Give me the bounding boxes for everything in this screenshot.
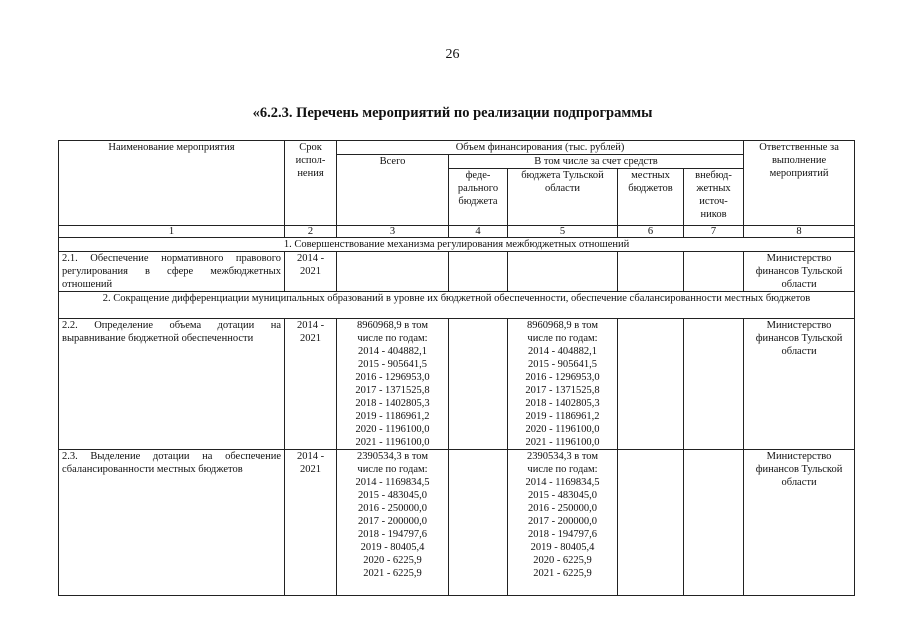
federal-cell [449,450,508,596]
federal-cell [449,319,508,450]
section-row [59,292,855,319]
column-number: 6 [618,226,684,238]
local-cell [618,252,684,292]
total-cell: 2390534,3 в том числе по годам: 2014 - 1169834,5 2015 - 483045,0 2016 - 250000,0 2017 - 200000,0 2018 - 194797,6 2019 - 80405,4 2020 - 6225,9 2021 - 6225,9 [337,450,449,596]
section-title: 1. Совершенствование механизма регулирования межбюджетных отношений [59,238,855,252]
table-row [59,252,855,292]
column-numbers-row [59,226,855,238]
total-cell: 8960968,9 в том числе по годам: 2014 - 404882,1 2015 - 905641,5 2016 - 1296953,0 2017 - 1371525,8 2018 - 1402805,3 2019 - 1186961,2 2020 - 1196100,0 2021 - 1196100,0 [337,319,449,450]
table-row [59,319,855,450]
column-number: 7 [684,226,744,238]
measure-name: 2.1. Обеспечение нормативного правового регулирования в сфере межбюджетных отношений [59,252,285,292]
header-row [59,141,855,155]
header-term: Срок испол- нения [285,141,337,226]
offbudget-cell [684,450,744,596]
local-cell [618,319,684,450]
table-row [59,450,855,596]
offbudget-cell [684,319,744,450]
measure-name: 2.2. Определение объема дотации на выравнивание бюджетной обеспеченности [59,319,285,450]
header-financing: Объем финансирования (тыс. рублей) [337,141,744,155]
measures-table [58,140,855,596]
column-number: 1 [59,226,285,238]
header-offbudget: внебюд- жетных источ- ников [684,169,744,226]
column-number: 5 [508,226,618,238]
regional-cell: 8960968,9 в том числе по годам: 2014 - 404882,1 2015 - 905641,5 2016 - 1296953,0 2017 - 1371525,8 2018 - 1402805,3 2019 - 1186961,2 2020 - 1196100,0 2021 - 1196100,0 [508,319,618,450]
responsible-cell: Министерство финансов Тульской области [744,319,855,450]
column-number: 4 [449,226,508,238]
column-number: 3 [337,226,449,238]
section-row [59,238,855,252]
responsible-cell: Министерство финансов Тульской области [744,252,855,292]
header-total: Всего [337,155,449,226]
page-title: «6.2.3. Перечень мероприятий по реализации подпрограммы [252,105,653,121]
section-title: 2. Сокращение дифференциации муниципальных образований в уровне их бюджетной обеспеченности, обеспечение сбалансированности местных бюджетов [59,292,855,319]
total-cell [337,252,449,292]
header-responsible: Ответственные за выполнение мероприятий [744,141,855,226]
header-regional: бюджета Тульской области [508,169,618,226]
measure-term: 2014 - 2021 [285,319,337,450]
column-number: 8 [744,226,855,238]
regional-cell: 2390534,3 в том числе по годам: 2014 - 1169834,5 2015 - 483045,0 2016 - 250000,0 2017 - 200000,0 2018 - 194797,6 2019 - 80405,4 2020 - 6225,9 2021 - 6225,9 [508,450,618,596]
measure-term: 2014 - 2021 [285,252,337,292]
header-name: Наименование мероприятия [59,141,285,226]
header-local: местных бюджетов [618,169,684,226]
page-number: 26 [445,47,460,62]
column-number: 2 [285,226,337,238]
header-including: В том числе за счет средств [449,155,744,169]
measure-name: 2.3. Выделение дотации на обеспечение сбалансированности местных бюджетов [59,450,285,596]
responsible-cell: Министерство финансов Тульской области [744,450,855,596]
header-federal: феде- рального бюджета [449,169,508,226]
measure-term: 2014 - 2021 [285,450,337,596]
offbudget-cell [684,252,744,292]
federal-cell [449,252,508,292]
regional-cell [508,252,618,292]
local-cell [618,450,684,596]
